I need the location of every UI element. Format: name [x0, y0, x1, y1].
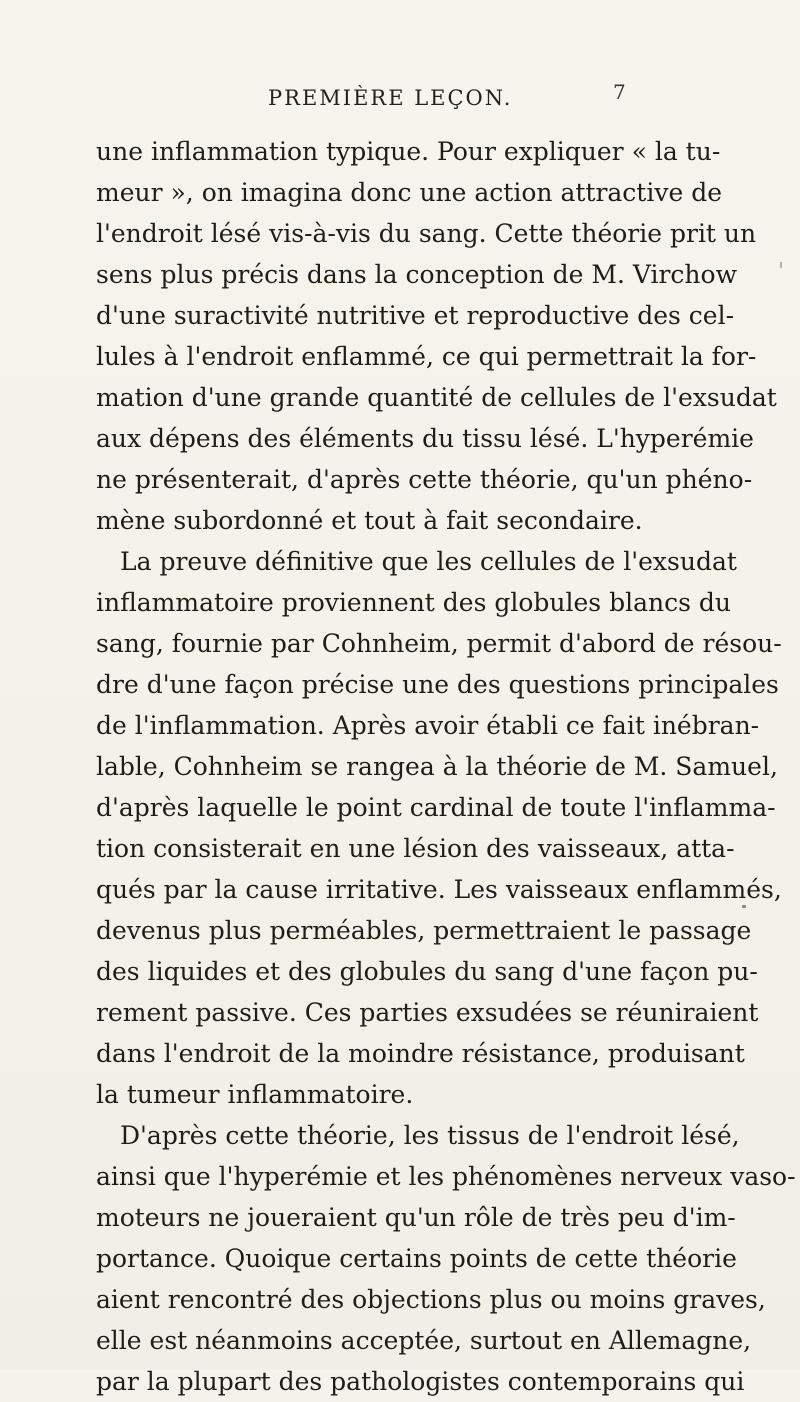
- text-line: l'endroit lésé vis-à-vis du sang. Cette théorie prit un: [96, 219, 757, 248]
- text-line: lules à l'endroit enflammé, ce qui permettrait la for-: [96, 342, 757, 371]
- text-line: meur », on imagina donc une action attractive de: [96, 178, 723, 207]
- text-line: inflammatoire proviennent des globules blancs du: [96, 588, 731, 617]
- text-line: de l'inflammation. Après avoir établi ce fait inébran-: [96, 711, 760, 740]
- text-line: devenus plus perméables, permettraient le passage: [96, 916, 752, 945]
- text-line: dre d'une façon précise une des questions principales: [96, 670, 779, 699]
- text-line: La preuve définitive que les cellules de l'exsudat: [120, 547, 737, 576]
- text-line: elle est néanmoins acceptée, surtout en Allemagne,: [96, 1326, 752, 1355]
- text-line: ainsi que l'hyperémie et les phénomènes nerveux vaso-: [96, 1162, 796, 1191]
- text-line: rement passive. Ces parties exsudées se réuniraient: [96, 998, 759, 1027]
- text-line: mène subordonné et tout à fait secondaire.: [96, 506, 643, 535]
- running-head-title: PREMIÈRE LEÇON.: [268, 86, 513, 110]
- text-line: dans l'endroit de la moindre résistance, produisant: [96, 1039, 745, 1068]
- text-line: D'après cette théorie, les tissus de l'endroit lésé,: [120, 1121, 740, 1150]
- text-line: portance. Quoique certains points de cette théorie: [96, 1244, 737, 1273]
- text-line: mation d'une grande quantité de cellules de l'exsudat: [96, 383, 777, 412]
- margin-speck: [780, 262, 782, 268]
- running-head: [0, 80, 800, 116]
- text-line: une inflammation typique. Pour expliquer « la tu-: [96, 137, 721, 166]
- text-line: d'après laquelle le point cardinal de toute l'inflamma-: [96, 793, 776, 822]
- text-line: par la plupart des pathologistes contemporains qui: [96, 1367, 745, 1396]
- page-number: 7: [613, 80, 626, 104]
- text-line: lable, Cohnheim se rangea à la théorie de M. Samuel,: [96, 752, 778, 781]
- text-line: qués par la cause irritative. Les vaisseaux enflammés,: [96, 875, 782, 904]
- text-line: la tumeur inflammatoire.: [96, 1080, 414, 1109]
- text-line: d'une suractivité nutritive et reproductive des cel-: [96, 301, 735, 330]
- body-text: [96, 131, 796, 1402]
- text-line: sang, fournie par Cohnheim, permit d'abord de résou-: [96, 629, 782, 658]
- text-line: aux dépens des éléments du tissu lésé. L'hyperémie: [96, 424, 754, 453]
- margin-speck: [742, 905, 746, 908]
- text-line: moteurs ne joueraient qu'un rôle de très peu d'im-: [96, 1203, 736, 1232]
- text-line: tion consisterait en une lésion des vaisseaux, atta-: [96, 834, 735, 863]
- text-line: des liquides et des globules du sang d'une façon pu-: [96, 957, 758, 986]
- text-line: ne présenterait, d'après cette théorie, qu'un phéno-: [96, 465, 753, 494]
- text-line: sens plus précis dans la conception de M. Virchow: [96, 260, 737, 289]
- text-line: aient rencontré des objections plus ou moins graves,: [96, 1285, 766, 1314]
